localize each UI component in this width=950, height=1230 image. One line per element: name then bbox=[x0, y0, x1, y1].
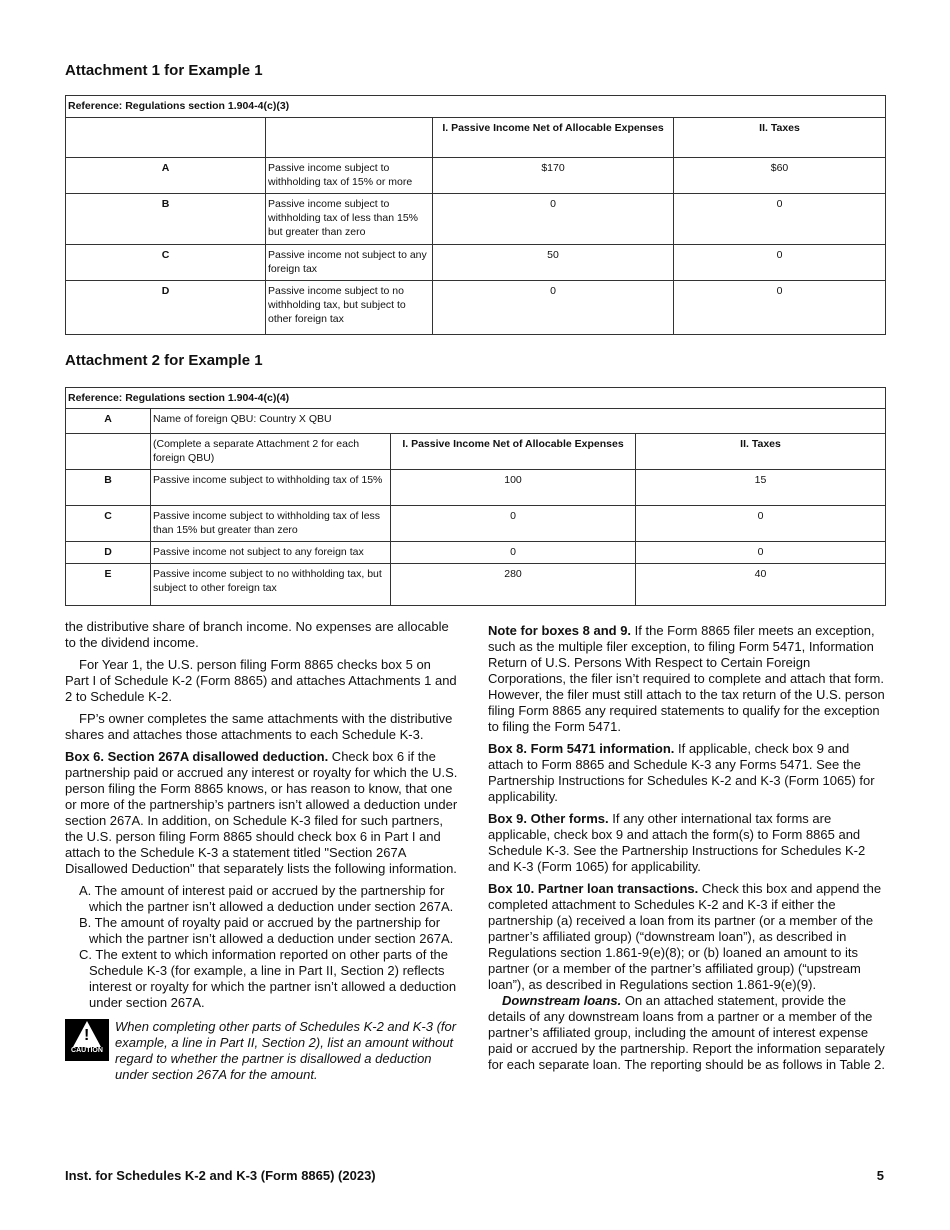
box6-text: Check box 6 if the partnership paid or accrued any interest or royalty for which the U.S. person filing the Form 8865 knows, or has reason to know, that one or more of the partnership’s partners isn’t allowed a deduction under section 267A. In addition, on Schedule K-3 filed for such partners, the U.S. person filing Form 8865 should check box 6 in Part I and attach to the Schedule K-3 a statement titled "Section 267A Disallowed Deduction" that separately lists the following information. bbox=[65, 749, 458, 876]
box8-text: If applicable, check box 9 and attach to Form 8865 and Schedule K-3 any Forms 5471. See the Partnership Instructions for Schedules K-2 and K-3 (Form 1065) for applicability. bbox=[488, 741, 875, 804]
downstream-paragraph bbox=[488, 993, 885, 1073]
row-desc: Passive income not subject to any foreign tax bbox=[266, 245, 433, 281]
row-income: 50 bbox=[433, 245, 674, 281]
attachment-2-table bbox=[65, 387, 886, 606]
col-header: II. Taxes bbox=[674, 118, 886, 158]
paragraph: FP’s owner completes the same attachments with the distributive shares and attaches those attachments to each Schedule K-3. bbox=[65, 711, 453, 742]
caution-icon: ! CAUTION bbox=[65, 1019, 109, 1061]
row-letter: A bbox=[66, 158, 266, 194]
paragraph: For Year 1, the U.S. person filing Form 8865 checks box 5 on Part I of Schedule K-2 (Form 8865) and attaches Attachments 1 and 2 to Schedule K-2. bbox=[65, 657, 457, 704]
table-row bbox=[66, 470, 886, 506]
qbu-name: Name of foreign QBU: Country X QBU bbox=[151, 409, 886, 434]
table-row bbox=[66, 281, 886, 335]
row-income: 0 bbox=[391, 506, 636, 542]
attachment-2-heading: Attachment 2 for Example 1 bbox=[65, 352, 263, 369]
row-taxes: 0 bbox=[674, 194, 886, 245]
row-income: 280 bbox=[391, 564, 636, 606]
attachment-1-heading: Attachment 1 for Example 1 bbox=[65, 62, 263, 79]
box9-heading: Box 9. Other forms. bbox=[488, 811, 609, 826]
row-desc: Passive income subject to withholding tax of less than 15% but greater than zero bbox=[151, 506, 391, 542]
row-letter: A bbox=[66, 409, 151, 434]
caution-text: When completing other parts of Schedules K-2 and K-3 (for example, a line in Part II, Section 2), list an amount without regard to whether the partner is disallowed a deduction under section 267A for the amount. bbox=[115, 1019, 457, 1082]
row-desc: Passive income subject to no withholding tax, but subject to other foreign tax bbox=[266, 281, 433, 335]
row-letter: D bbox=[66, 281, 266, 335]
box10-paragraph bbox=[488, 881, 885, 993]
attachment-1-table bbox=[65, 95, 886, 335]
page-number: 5 bbox=[876, 1168, 884, 1183]
row-taxes: 0 bbox=[674, 281, 886, 335]
row-taxes: 0 bbox=[674, 245, 886, 281]
box10-text: Check this box and append the completed attachment to Schedules K-2 and K-3 if either the partnership (a) received a loan from its partner (or a member of the partner’s affiliated group) (“downstream loan”), as described in Regulations section 1.861-9(e)(8); or (b) loaned an amount to its partner (or a member of the partner’s affiliated group) (“upstream loan”), as described in Regulations section 1.861-9(e)(9). bbox=[488, 881, 882, 992]
row-desc: Passive income subject to withholding tax of 15% or more bbox=[266, 158, 433, 194]
row-income: 0 bbox=[433, 281, 674, 335]
row-income: 100 bbox=[391, 470, 636, 506]
col-header: I. Passive Income Net of Allocable Expenses bbox=[433, 118, 674, 158]
downstream-heading: Downstream loans. bbox=[502, 993, 622, 1008]
row-taxes: 0 bbox=[636, 506, 886, 542]
reference: Reference: Regulations section 1.904-4(c)(3) bbox=[66, 96, 886, 118]
col-header: II. Taxes bbox=[636, 434, 886, 470]
box8-paragraph bbox=[488, 741, 885, 805]
row-letter: D bbox=[66, 542, 151, 564]
table-row bbox=[66, 564, 886, 606]
row-desc: Passive income not subject to any foreign tax bbox=[151, 542, 391, 564]
box9-paragraph bbox=[488, 811, 885, 875]
row-taxes: 40 bbox=[636, 564, 886, 606]
left-column bbox=[65, 619, 458, 1083]
table-row bbox=[66, 194, 886, 245]
row-income: $170 bbox=[433, 158, 674, 194]
qbu-note: (Complete a separate Attachment 2 for each foreign QBU) bbox=[151, 434, 391, 470]
row-taxes: 15 bbox=[636, 470, 886, 506]
row-letter: B bbox=[66, 194, 266, 245]
row-letter: C bbox=[66, 506, 151, 542]
reference: Reference: Regulations section 1.904-4(c)(4) bbox=[66, 388, 886, 409]
row-desc: Passive income subject to withholding tax of less than 15% but greater than zero bbox=[266, 194, 433, 245]
note-heading: Note for boxes 8 and 9. bbox=[488, 623, 632, 638]
table-row bbox=[66, 542, 886, 564]
note-text: If the Form 8865 filer meets an exception, such as the multiple filer exception, to filing Form 5471, Information Return of U.S. Persons With Respect to Certain Foreign Corporations, the filer isn’t required to complete and attach that form. However, the filer must still attach to the tax return of the U.S. person filing Form 8865 any required statements to qualify for the exception to filing the Form 5471. bbox=[488, 623, 885, 734]
row-income: 0 bbox=[433, 194, 674, 245]
box10-heading: Box 10. Partner loan transactions. bbox=[488, 881, 699, 896]
box6-paragraph bbox=[65, 749, 458, 877]
list-item: B. The amount of royalty paid or accrued by the partnership for which the partner isn’t allowed a deduction under section 267A. bbox=[79, 915, 454, 946]
caution-label: CAUTION bbox=[71, 1047, 103, 1054]
downstream-text: On an attached statement, provide the details of any downstream loans from a partner or a member of the partner’s affiliated group, including the amount of interest expense paid or accrued by the partnership. Report the information separately for each separate loan. The reporting should be as follows in Table 2. bbox=[488, 993, 885, 1072]
row-letter: C bbox=[66, 245, 266, 281]
right-column bbox=[488, 623, 885, 1079]
row-letter: E bbox=[66, 564, 151, 606]
footer-title: Inst. for Schedules K-2 and K-3 (Form 8865) (2023) bbox=[65, 1168, 376, 1183]
paragraph: the distributive share of branch income. No expenses are allocable to the dividend income. bbox=[65, 619, 449, 650]
box9-text: If any other international tax forms are applicable, check box 9 and attach the form(s) to Form 8865 and Schedule K-3. See the Partnership Instructions for Schedules K-2 and K-3 (Form 1065) for applicability. bbox=[488, 811, 866, 874]
col-header: I. Passive Income Net of Allocable Expenses bbox=[391, 434, 636, 470]
caution-note bbox=[65, 1019, 458, 1083]
row-taxes: 0 bbox=[636, 542, 886, 564]
row-desc: Passive income subject to withholding tax of 15% bbox=[151, 470, 391, 506]
box6-heading: Box 6. Section 267A disallowed deduction. bbox=[65, 749, 329, 764]
table-row bbox=[66, 245, 886, 281]
row-income: 0 bbox=[391, 542, 636, 564]
note-paragraph bbox=[488, 623, 885, 735]
table-row bbox=[66, 158, 886, 194]
list-item: A. The amount of interest paid or accrued by the partnership for which the partner isn’t allowed a deduction under section 267A. bbox=[79, 883, 454, 914]
row-taxes: $60 bbox=[674, 158, 886, 194]
box8-heading: Box 8. Form 5471 information. bbox=[488, 741, 675, 756]
table-row bbox=[66, 506, 886, 542]
row-letter: B bbox=[66, 470, 151, 506]
row-desc: Passive income subject to no withholding tax, but subject to other foreign tax bbox=[151, 564, 391, 606]
list-item: C. The extent to which information reported on other parts of the Schedule K-3 (for example, a line in Part II, Section 2) reflects interest or royalty for which the partner isn’t allowed a deduction under section 267A. bbox=[79, 947, 457, 1010]
